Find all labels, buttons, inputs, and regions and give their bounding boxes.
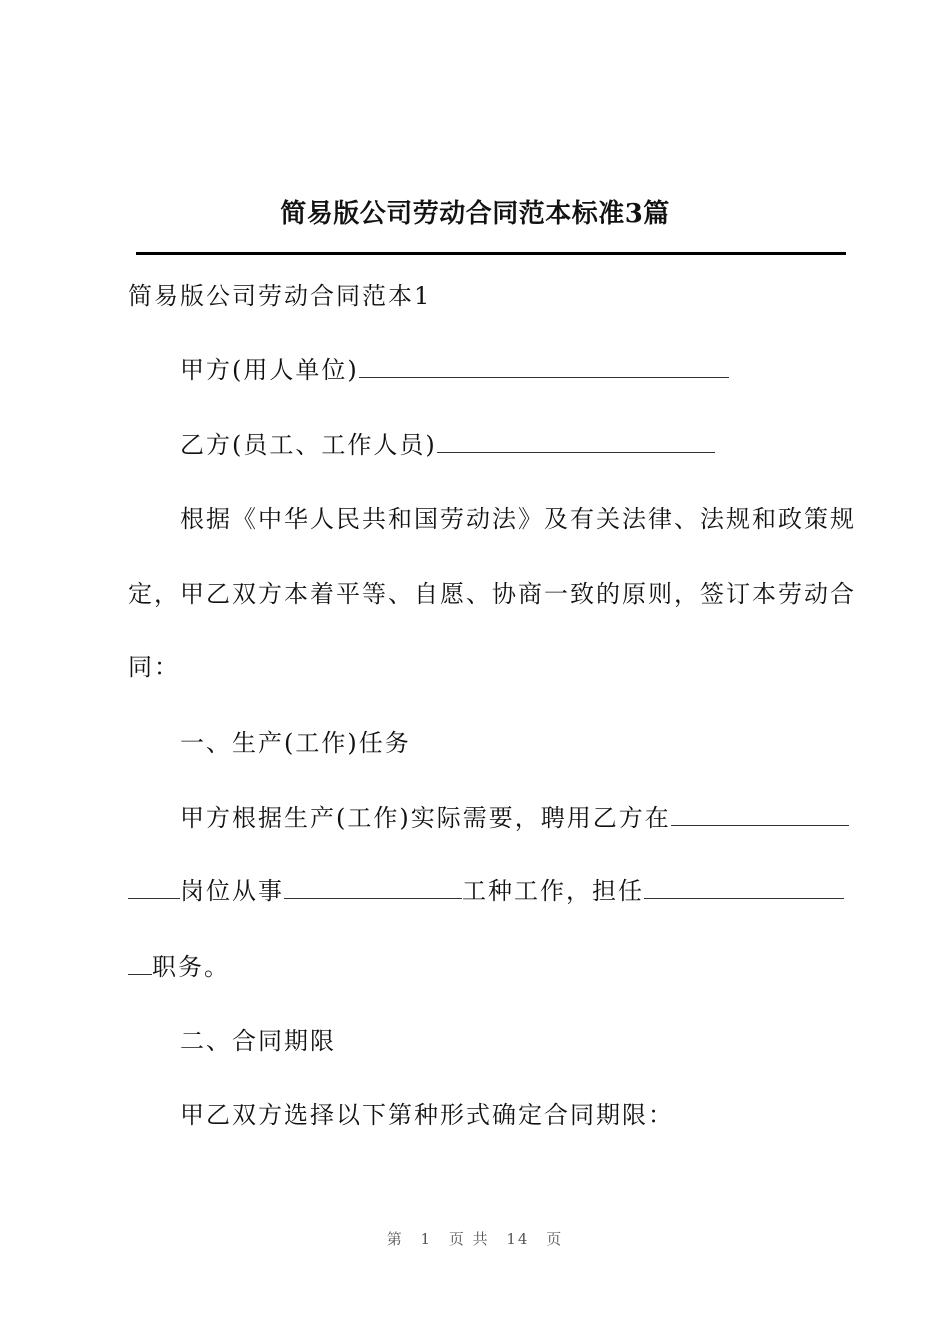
footer-current-page: 1 [420,1230,433,1248]
page-footer [0,1228,950,1249]
intro-line-1: 根据《中华人民共和国劳动法》及有关法律、法规和政策规 [180,505,856,533]
party-b-blank [437,428,715,453]
job-type-blank [284,874,462,899]
clause-1-line-1 [180,801,849,834]
clause-1-line-3 [128,950,230,983]
clause-1-duty-label: 职务。 [152,953,230,981]
party-a-blank [359,353,729,378]
party-a-line [180,353,729,386]
intro-line-2: 定，甲乙双方本着平等、自愿、协商一致的原则，签订本劳动合 [128,580,856,608]
clause-1-line-2 [128,874,844,907]
party-b-line [180,428,715,461]
party-a-label: 甲方(用人单位) [180,356,359,384]
position-blank-start [671,801,849,826]
title-divider [136,252,846,255]
clause-1-line-1-text: 甲方根据生产(工作)实际需要，聘用乙方在 [180,804,671,832]
section-heading: 简易版公司劳动合同范本1 [128,282,432,310]
clause-2-line-1: 甲乙双方选择以下第种形式确定合同期限： [180,1101,674,1129]
page-title: 简易版公司劳动合同范本标准3篇 [280,199,670,229]
footer-prefix: 第 [386,1230,404,1248]
clause-1-post-label: 岗位从事 [180,877,284,905]
duty-blank-end [128,950,152,975]
footer-mid: 页 共 [448,1230,490,1248]
party-b-label: 乙方(员工、工作人员) [180,431,437,459]
clause-1-heading: 一、生产(工作)任务 [180,729,411,757]
position-blank-end [128,874,180,899]
duty-blank-start [644,874,844,899]
clause-2-heading: 二、合同期限 [180,1027,336,1055]
footer-suffix: 页 [546,1230,564,1248]
clause-1-job-label: 工种工作，担任 [462,877,644,905]
footer-total-pages: 14 [506,1230,530,1248]
intro-line-3: 同： [128,653,180,681]
